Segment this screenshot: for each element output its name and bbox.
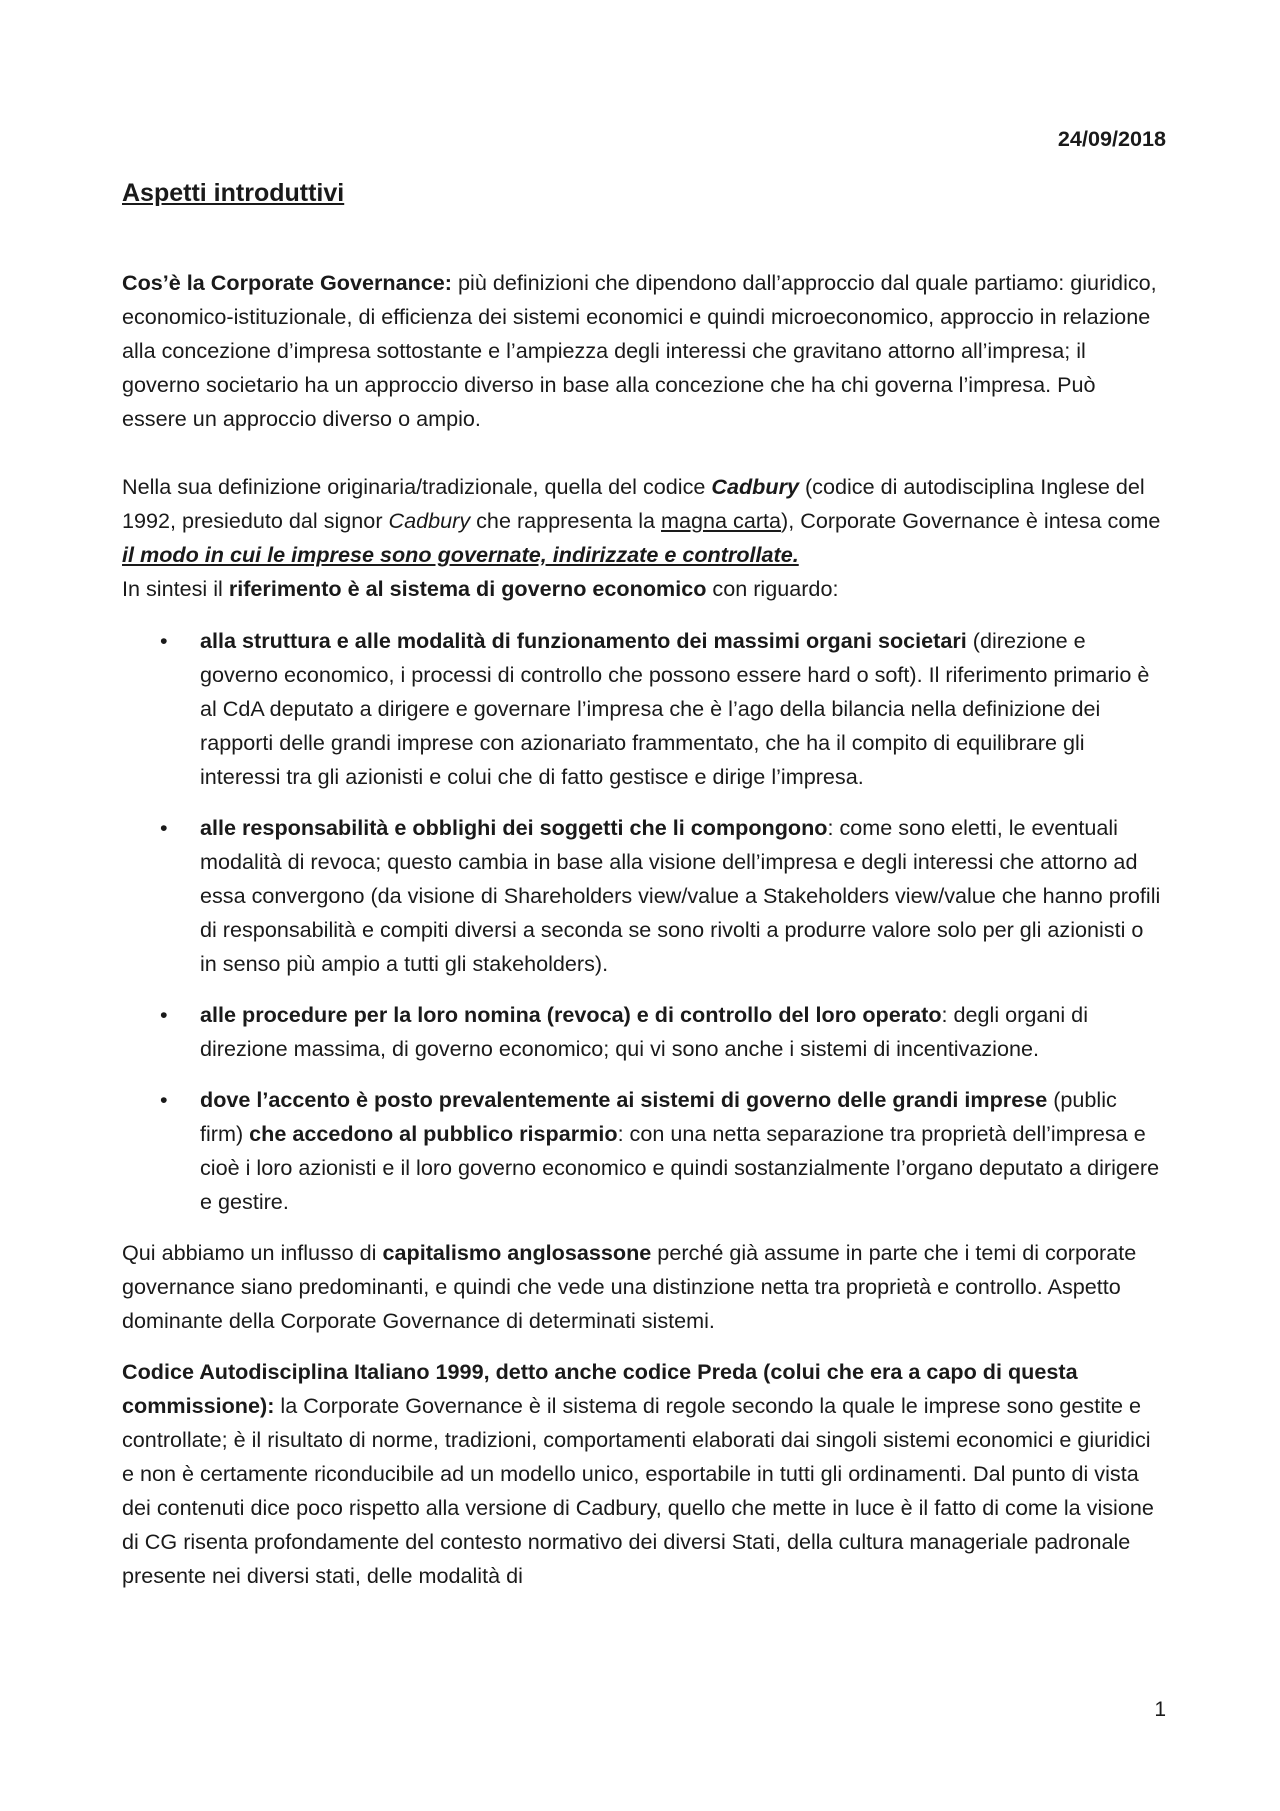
magna-carta-text: magna carta [661,508,782,533]
list-item-lead: dove l’accento è posto prevalentemente ai sistemi di governo delle grandi imprese [200,1087,1048,1112]
list-item-lead: alla struttura e alle modalità di funzionamento dei massimi organi societari [200,628,967,653]
paragraph-capitalism [122,1236,1162,1338]
text-run: che rappresenta la [470,508,662,533]
text-run: con riguardo: [706,576,839,601]
paragraph-cadbury [122,470,1162,606]
bullet-list [122,624,1162,1219]
paragraph-text: la Corporate Governance è il sistema di regole secondo la quale le imprese sono gestite e controllate; è il risultato di norme, tradizioni, comportamenti elaborati dai singoli sistemi economici e giuridici e non è certamente riconducibile ad un modello unico, esportabile in tutti gli ordinamenti. Dal punto di vista dei contenuti dice poco rispetto alla versione di Cadbury, quello che mette in luce è il fatto di come la visione di CG risenta profondamente del contesto normativo dei diversi Stati, della cultura manageriale padronale presente nei diversi stati, delle modalità di [122,1393,1154,1588]
text-run: ), Corporate Governance è intesa come [781,508,1161,533]
list-item-lead: che accedono al pubblico risparmio [249,1121,618,1146]
list-item [122,998,1162,1066]
list-item-text: : con una netta separazione tra proprietà dell’impresa e cioè i loro azionisti e il loro governo economico e quindi sostanzialmente l’organo deputato a dirigere e gestire. [200,1121,1160,1214]
page-number: 1 [1154,1698,1166,1721]
section-title: Aspetti introduttivi [122,179,345,207]
list-item-lead: alle responsabilità e obblighi dei soggetti che li compongono [200,815,828,840]
paragraph-lead: Codice Autodisciplina Italiano 1999, detto anche codice Preda (colui che era a capo di questa commissione): [122,1359,1078,1418]
text-run: Qui abbiamo un influsso di [122,1240,383,1265]
paragraph-text: più definizioni che dipendono dall’approccio dal quale partiamo: giuridico, economico-istituzionale, di efficienza dei sistemi economici e quindi microeconomico, approccio in relazione alla concezione d’impresa sottostante e l’ampiezza degli interessi che gravitano attorno all’impresa; il governo societario ha un approccio diverso in base alla concezione che ha chi governa l’impresa. Può essere un approccio diverso o ampio. [122,270,1157,431]
list-item [122,624,1162,794]
governance-definition: il modo in cui le imprese sono governate, indirizzate e controllate. [122,542,799,567]
capitalism-bold: capitalismo anglosassone [382,1240,652,1265]
paragraph-lead: Cos’è la Corporate Governance: [122,270,453,295]
cadbury-name: Cadbury [388,508,471,533]
list-item-text: (public firm) [200,1087,1117,1146]
list-item-lead: alle procedure per la loro nomina (revoca) e di controllo del loro operato [200,1002,942,1027]
list-item-text: (direzione e governo economico, i processi di controllo che possono essere hard o soft). Il riferimento primario è al CdA deputato a dirigere e governare l’impresa che è l’ago della bilancia nella definizione dei rapporti delle grandi imprese con azionariato frammentato, che ha il compito di equilibrare gli interessi tra gli azionisti e colui che di fatto gestisce e dirige l’impresa. [200,628,1150,789]
list-item [122,1083,1162,1219]
document-body [122,266,1162,1593]
document-date: 24/09/2018 [1057,126,1166,151]
riferimento-bold: riferimento è al sistema di governo economico [228,576,707,601]
text-run: perché già assume in parte che i temi di corporate governance siano predominanti, e quindi che vede una distinzione netta tra proprietà e controllo. Aspetto dominante della Corporate Governance di determinati sistemi. [122,1240,1137,1333]
paragraph-definition [122,266,1162,436]
cadbury-term: Cadbury [711,474,799,499]
list-item [122,811,1162,981]
text-run: (codice di autodisciplina Inglese del 1992, presieduto dal signor [122,474,1145,533]
list-item-text: : degli organi di direzione massima, di governo economico; qui vi sono anche i sistemi di incentivazione. [200,1002,1088,1061]
text-run: Nella sua definizione originaria/tradizionale, quella del codice [122,474,712,499]
list-item-text: : come sono eletti, le eventuali modalità di revoca; questo cambia in base alla visione dell’impresa e degli interessi che attorno ad essa convergono (da visione di Shareholders view/value a Stakeholders view/value che hanno profili di responsabilità e compiti diversi a seconda se sono rivolti a produrre valore solo per gli azionisti o in senso più ampio a tutti gli stakeholders). [200,815,1161,976]
paragraph-preda-code [122,1355,1162,1593]
text-run: In sintesi il [122,576,229,601]
